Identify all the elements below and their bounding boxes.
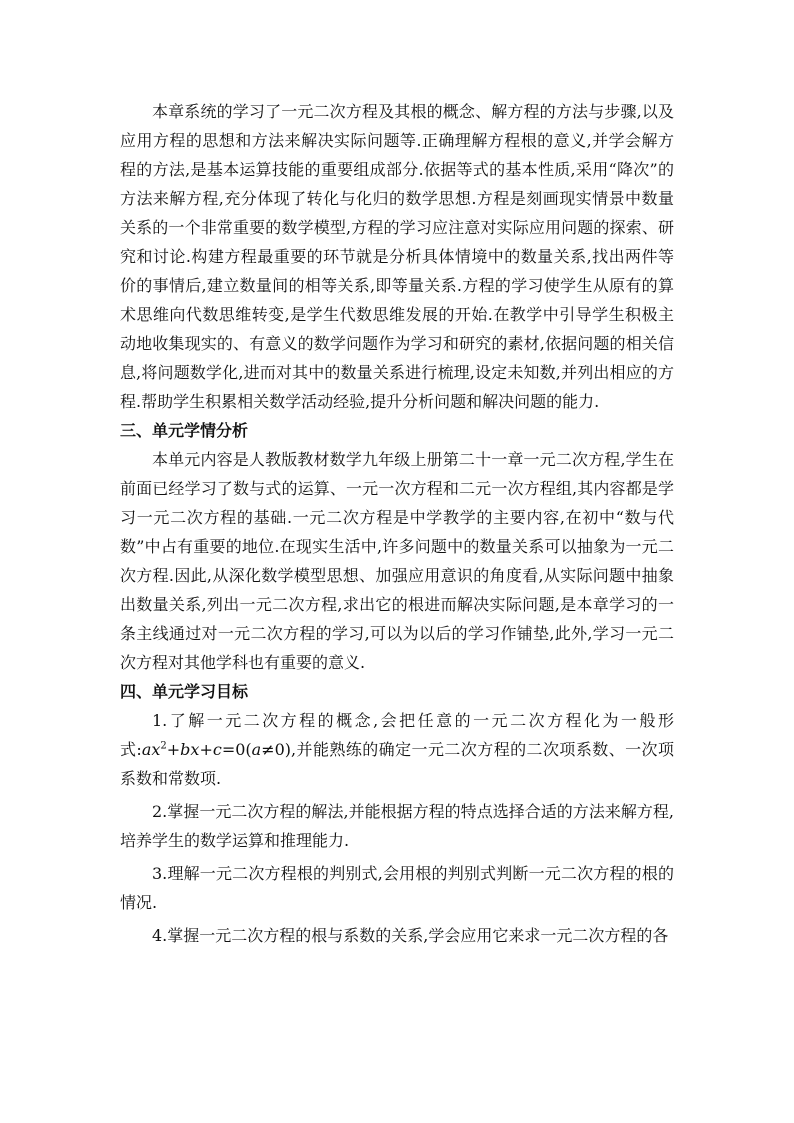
eq-not-zero: ≠0) [261, 740, 292, 759]
goal-4: 4.掌握一元二次方程的根与系数的关系,学会应用它来求一元二次方程的各 [152, 926, 669, 945]
section-3-heading: 三、单元学情分析 [120, 421, 249, 440]
goal-3: 3.理解一元二次方程根的判别式,会用根的判别式判断一元二次方程的根的情况. [120, 864, 674, 912]
eq-a: ax [141, 740, 161, 759]
goal-2: 2.掌握一元二次方程的解法,并能根据方程的特点选择合适的方法来解方程,培养学生的数学运算和推理能力. [120, 802, 674, 850]
eq-b: bx [180, 740, 200, 759]
eq-plus-2: + [199, 740, 213, 759]
eq-plus-1: + [166, 740, 181, 759]
eq-equals: =0( [221, 740, 252, 759]
intro-paragraph: 本章系统的学习了一元二次方程及其根的概念、解方程的方法与步骤,以及应用方程的思想和方法来解决实际问题等.正确理解方程根的意义,并学会解方程的方法,是基本运算技能的重要组成部分.依据等式的基本性质,采用“降次”的方法来解方程,充分体现了转化与化归的数学思想.方程是刻画现实情景中数量关系的一个非常重要的数学模型,方程的学习应注意对实际应用问题的探索、研究和讨论.构建方程最重要的环节就是分析具体情境中的数量关系,找出两件等价的事情后,建立数量间的相等关系,即等量关系.方程的学习使学生从原有的算术思维向代数思维转变,是学生代数思维发展的开始.在教学中引导学生积极主动地收集现实的、有意义的数学问题作为学习和研究的素材,依据问题的相关信息,将问题数学化,进而对其中的数量关系进行梳理,设定未知数,并列出相应的方程.帮助学生积累相关数学活动经验,提升分析问题和解决问题的能力. [120, 102, 674, 411]
section-4-heading: 四、单元学习目标 [120, 682, 249, 701]
goal-1-post: ,并能熟练的确定一元二次方程的二次项系数、一次项系数和常数项. [120, 740, 674, 788]
eq-a-condition: a [251, 740, 262, 759]
section-3-paragraph: 本单元内容是人教版教材数学九年级上册第二十一章一元二次方程,学生在前面已经学习了数与式的运算、一元一次方程和二元一次方程组,其内容都是学习一元二次方程的基础.一元二次方程是中学教学的主要内容,在初中“数与代数”中占有重要的地位.在现实生活中,许多问题中的数量关系可以抽象为一元二次方程.因此,从深化数学模型思想、加强应用意识的角度看,从实际问题中抽象出数量关系,列出一元二次方程,求出它的根进而解决实际问题,是本章学习的一条主线通过对一元二次方程的学习,可以为以后的学习作铺垫,此外,学习一元二次方程对其他学科也有重要的意义. [120, 450, 674, 672]
goal-1 [120, 706, 674, 793]
eq-exponent: 2 [160, 740, 167, 752]
goal-1-pre: 1.了解一元二次方程的概念,会把任意的一元二次方程化为一般形式: [120, 711, 674, 759]
eq-c: c [212, 740, 222, 759]
